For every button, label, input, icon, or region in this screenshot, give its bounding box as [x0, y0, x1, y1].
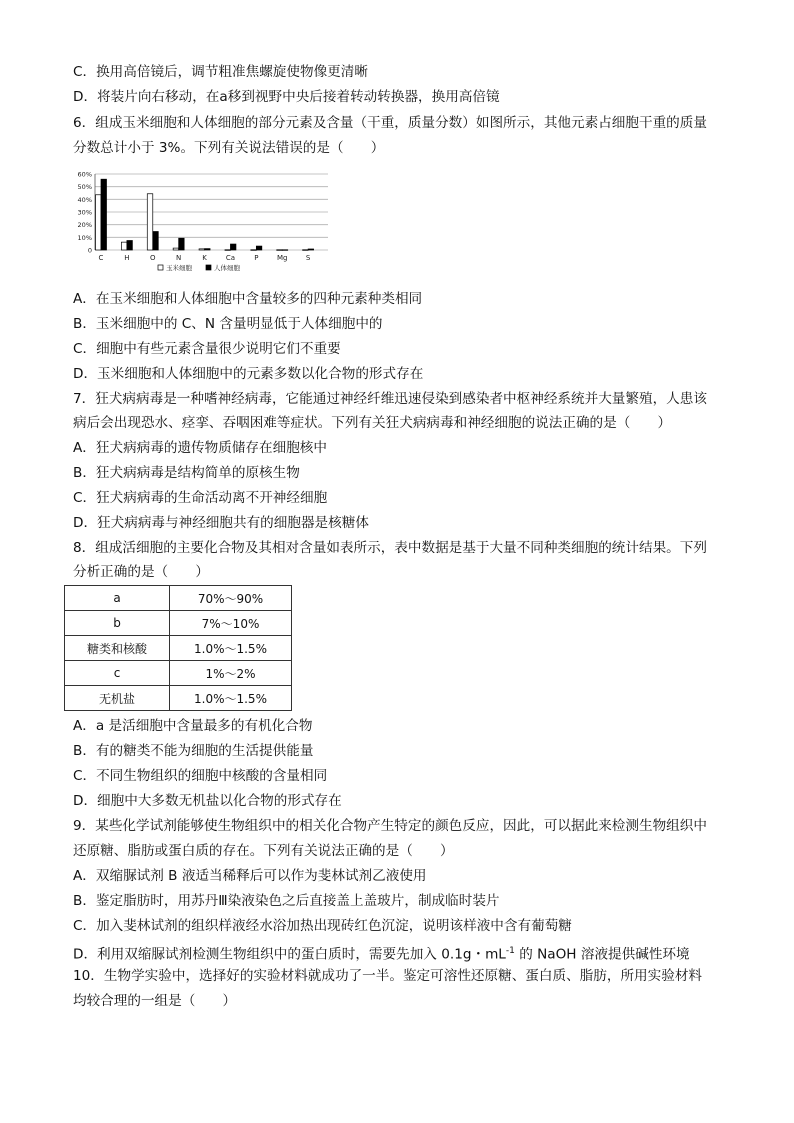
chart-bar-C-human [101, 179, 107, 250]
table-row [65, 611, 292, 636]
chart-x-tick-label: K [202, 254, 207, 262]
q7-option-a: A．狂犬病病毒的遗传物质储存在细胞核中 [73, 440, 327, 456]
q6-option-b: B．玉米细胞中的 C、N 含量明显低于人体细胞中的 [73, 316, 383, 332]
q7-option-d: D．狂犬病病毒与神经细胞共有的细胞器是核糖体 [73, 515, 369, 531]
table-cell-compound: b [65, 611, 170, 636]
table-cell-compound: a [65, 586, 170, 611]
table-row [65, 586, 292, 611]
chart-y-tick-label: 10% [77, 233, 92, 242]
chart-legend-swatch [158, 265, 163, 270]
chart-bar-S-maize [303, 250, 309, 251]
chart-bar-S-human [308, 249, 314, 250]
element-content-chart [70, 168, 340, 278]
q5-option-c: C．换用高倍镜后，调节粗准焦螺旋使物像更清晰 [73, 64, 368, 80]
chart-y-tick-label: 50% [77, 183, 92, 192]
q8-option-b: B．有的糖类不能为细胞的生活提供能量 [73, 743, 314, 759]
q7-stem-line2: 病后会出现恐水、痉挛、吞咽困难等症状。下列有关狂犬病病毒和神经细胞的说法正确的是（ ） [73, 415, 672, 431]
chart-legend-swatch [206, 265, 211, 270]
table-cell-compound: 糖类和核酸 [65, 636, 170, 661]
chart-y-tick-label: 40% [77, 195, 92, 204]
q7-option-c: C．狂犬病病毒的生命活动离不开神经细胞 [73, 490, 328, 506]
table-row [65, 636, 292, 661]
chart-x-tick-label: N [176, 254, 182, 262]
chart-bar-Mg-maize [277, 250, 283, 251]
chart-x-tick-label: O [150, 254, 156, 262]
chart-bar-K-maize [199, 249, 205, 250]
chart-bars [96, 179, 314, 250]
chart-bar-O-maize [147, 194, 153, 250]
chart-bar-Mg-human [282, 250, 288, 251]
q6-stem-line2: 分数总计小于 3%。下列有关说法错误的是（ ） [73, 140, 385, 156]
q8-stem-line1: 8．组成活细胞的主要化合物及其相对含量如表所示，表中数据是基于大量不同种类细胞的统计结果。下列 [73, 540, 707, 556]
chart-legend-label: 人体细胞 [214, 264, 240, 272]
chart-x-tick-label: Ca [225, 254, 236, 262]
table-cell-content: 1.0%～1.5% [170, 686, 292, 711]
table-cell-compound: c [65, 661, 170, 686]
chart-bar-O-human [153, 232, 159, 250]
q8-option-a: A．a 是活细胞中含量最多的有机化合物 [73, 718, 313, 734]
chart-y-tick-label: 60% [77, 170, 92, 179]
q9-option-c: C．加入斐林试剂的组织样液经水浴加热出现砖红色沉淀，说明该样液中含有葡萄糖 [73, 918, 572, 934]
chart-y-tick-label: 30% [77, 208, 92, 217]
chart-y-tick-label: 20% [77, 221, 92, 230]
chart-bar-N-maize [173, 248, 179, 250]
chart-y-tick-label: 0 [87, 246, 92, 255]
q9-option-d-tail: 的 NaOH 溶液提供碱性环境 [514, 946, 690, 963]
chart-bar-H-human [127, 241, 133, 251]
chart-bar-H-maize [121, 242, 127, 250]
q9-option-d-text: D．利用双缩脲试剂检测生物组织中的蛋白质时，需要先加入 0.1g・mL [73, 946, 506, 963]
chart-grid [95, 174, 328, 250]
q6-option-d: D．玉米细胞和人体细胞中的元素多数以化合物的形式存在 [73, 366, 424, 382]
q9-option-d [73, 942, 690, 964]
chart-x-tick-label: S [305, 254, 311, 262]
q6-option-a: A．在玉米细胞和人体细胞中含量较多的四种元素种类相同 [73, 291, 423, 307]
q8-option-d: D．细胞中大多数无机盐以化合物的形式存在 [73, 793, 342, 809]
q9-option-d-superscript: -1 [505, 946, 515, 956]
chart-y-ticks [78, 171, 92, 255]
q7-stem-line1: 7．狂犬病病毒是一种嗜神经病毒，它能通过神经纤维迅速侵染到感染者中枢神经系统并大量繁殖，人患该 [73, 391, 707, 407]
q8-option-c: C．不同生物组织的细胞中核酸的含量相同 [73, 768, 328, 784]
q6-option-c: C．细胞中有些元素含量很少说明它们不重要 [73, 341, 341, 357]
q9-option-a: A．双缩脲试剂 B 液适当稀释后可以作为斐林试剂乙液使用 [73, 868, 427, 884]
table-row [65, 686, 292, 711]
q8-stem-line2: 分析正确的是（ ） [73, 564, 209, 580]
chart-bar-Ca-human [230, 244, 236, 250]
table-cell-content: 70%～90% [170, 586, 292, 611]
chart-legend-label: 玉米细胞 [166, 264, 192, 272]
q7-option-b: B．狂犬病病毒是结构简单的原核生物 [73, 465, 300, 481]
table-cell-compound: 无机盐 [65, 686, 170, 711]
chart-x-tick-label: P [254, 254, 259, 262]
table-cell-content: 7%～10% [170, 611, 292, 636]
chart-x-tick-label: Mg [276, 254, 288, 262]
q9-stem-line2: 还原糖、脂肪或蛋白质的存在。下列有关说法正确的是（ ） [73, 843, 454, 859]
q5-option-d: D．将装片向右移动，在a移到视野中央后接着转动转换器，换用高倍镜 [73, 89, 500, 105]
chart-x-tick-label: C [98, 254, 104, 262]
chart-bar-P-maize [251, 250, 256, 251]
chart-x-tick-label: H [124, 254, 130, 262]
chart-legend [158, 263, 241, 272]
table-row [65, 661, 292, 686]
table-cell-content: 1%～2% [170, 661, 292, 686]
compound-content-table [64, 585, 292, 711]
chart-bar-Ca-maize [225, 250, 231, 251]
table-cell-content: 1.0%～1.5% [170, 636, 292, 661]
q9-stem-line1: 9．某些化学试剂能够使生物组织中的相关化合物产生特定的颜色反应，因此，可以据此来检测生物组织中 [73, 818, 707, 834]
chart-bar-P-human [256, 246, 262, 250]
q10-stem-line2: 均较合理的一组是（ ） [73, 993, 237, 1009]
q6-stem-line1: 6．组成玉米细胞和人体细胞的部分元素及含量（干重，质量分数）如图所示，其他元素占细胞干重的质量 [73, 115, 707, 131]
chart-bar-N-human [179, 238, 185, 250]
q10-stem-line1: 10．生物学实验中，选择好的实验材料就成功了一半。鉴定可溶性还原糖、蛋白质、脂肪，所用实验材料 [73, 968, 703, 984]
chart-bar-C-maize [96, 195, 102, 250]
chart-x-ticks [99, 254, 311, 262]
q9-option-b: B．鉴定脂肪时，用苏丹Ⅲ染液染色之后直接盖上盖玻片，制成临时装片 [73, 893, 500, 909]
chart-bar-K-human [205, 249, 211, 250]
